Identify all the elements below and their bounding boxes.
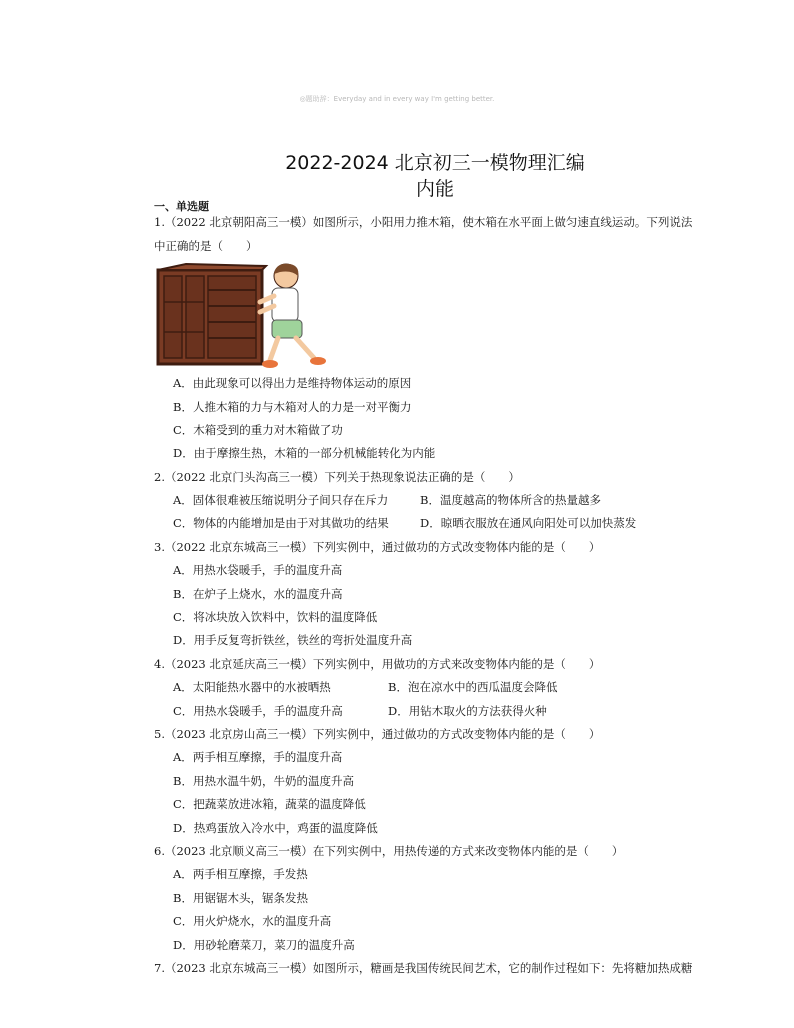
page-subtitle: 内能: [415, 178, 454, 200]
question-6-option-c: C．用火炉烧水，水的温度升高: [173, 914, 332, 928]
question-2-option-a: A．固体很难被压缩说明分子间只存在斥力: [173, 493, 389, 507]
watermark: ◎题助辞：Everyday and in every way I'm getting better.: [299, 95, 495, 103]
question-4-option-b: B．泡在凉水中的西瓜温度会降低: [388, 680, 558, 694]
question-4-option-c: C．用热水袋暖手，手的温度升高: [173, 704, 343, 718]
question-4-option-a: A．太阳能热水器中的水被晒热: [173, 680, 331, 694]
question-1-option-c: C．木箱受到的重力对木箱做了功: [173, 423, 343, 437]
question-2-option-c: C．物体的内能增加是由于对其做功的结果: [173, 516, 389, 530]
question-6-stem: 6.（2023 北京顺义高三一模）在下列实例中，用热传递的方式来改变物体内能的是（ ）: [154, 844, 624, 858]
question-5-option-b: B．用热水温牛奶，牛奶的温度升高: [173, 774, 354, 788]
page-title: 2022-2024 北京初三一模物理汇编: [285, 152, 585, 174]
question-4-stem: 4.（2023 北京延庆高三一模）下列实例中，用做功的方式来改变物体内能的是（ ）: [154, 657, 601, 671]
question-5-stem: 5.（2023 北京房山高三一模）下列实例中，通过做功的方式改变物体内能的是（ ）: [154, 727, 601, 741]
question-7-stem: 7.（2023 北京东城高三一模）如图所示，糖画是我国传统民间艺术，它的制作过程如下：先将糖加热成糖: [154, 961, 693, 975]
question-3-stem: 3.（2022 北京东城高三一模）下列实例中，通过做功的方式改变物体内能的是（ ）: [154, 540, 601, 554]
question-2-option-d: D．晾晒衣服放在通风向阳处可以加快蒸发: [420, 516, 637, 530]
question-6-option-b: B．用锯锯木头，锯条发热: [173, 891, 308, 905]
question-1-stem-line1: 1.（2022 北京朝阳高三一模）如图所示，小阳用力推木箱，使木箱在水平面上做匀速直线运动。下列说法: [154, 215, 693, 229]
question-3-option-a: A．用热水袋暖手，手的温度升高: [173, 563, 343, 577]
question-3-option-d: D．用手反复弯折铁丝，铁丝的弯折处温度升高: [173, 633, 413, 647]
boy-pushing-crate-illustration: [156, 262, 328, 370]
question-1-option-d: D．由于摩擦生热，木箱的一部分机械能转化为内能: [173, 446, 436, 460]
question-6-option-a: A．两手相互摩擦，手发热: [173, 867, 308, 881]
question-6-option-d: D．用砂轮磨菜刀，菜刀的温度升高: [173, 938, 355, 952]
question-5-option-d: D．热鸡蛋放入冷水中，鸡蛋的温度降低: [173, 821, 378, 835]
question-4-option-d: D．用钻木取火的方法获得火种: [388, 704, 547, 718]
question-1-stem-line2: 中正确的是（ ）: [154, 239, 258, 253]
question-1-option-b: B．人推木箱的力与木箱对人的力是一对平衡力: [173, 400, 412, 414]
section-heading: 一、单选题: [154, 200, 209, 213]
question-2-option-b: B．温度越高的物体所含的热量越多: [420, 493, 601, 507]
question-3-option-c: C．将冰块放入饮料中，饮料的温度降低: [173, 610, 378, 624]
question-3-option-b: B．在炉子上烧水，水的温度升高: [173, 587, 343, 601]
question-5-option-c: C．把蔬菜放进冰箱，蔬菜的温度降低: [173, 797, 366, 811]
question-1-option-a: A．由此现象可以得出力是维持物体运动的原因: [173, 376, 412, 390]
question-5-option-a: A．两手相互摩擦，手的温度升高: [173, 750, 343, 764]
question-2-stem: 2.（2022 北京门头沟高三一模）下列关于热现象说法正确的是（ ）: [154, 470, 520, 484]
